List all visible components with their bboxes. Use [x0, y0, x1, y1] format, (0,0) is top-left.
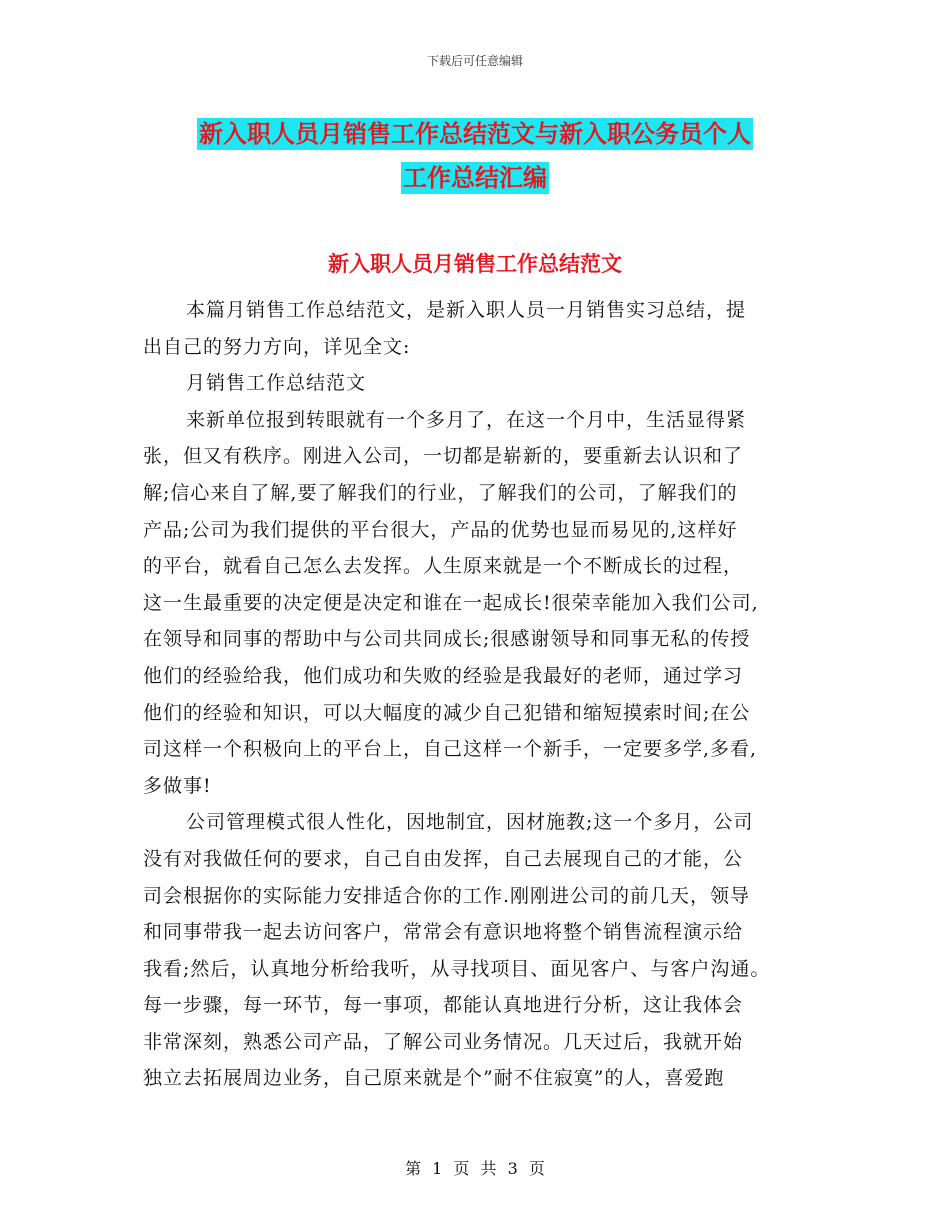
paragraph-line: 多做事!	[143, 774, 212, 797]
paragraph-line: 公司管理模式很人性化，因地制宜，因材施教;这一个多月，公司	[186, 811, 754, 834]
paragraph-line: 我看;然后，认真地分析给我听，从寻找项目、面见客户、与客户沟通。	[143, 957, 771, 980]
paragraph-line: 和同事带我一起去访问客户，常常会有意识地将整个销售流程演示给	[143, 921, 744, 944]
body-text	[143, 292, 815, 1097]
paragraph-line: 没有对我做任何的要求，自己自由发挥，自己去展现自己的才能，公	[143, 847, 744, 870]
paragraph-line: 解;信心来自了解,要了解我们的行业，了解我们的公司，了解我们的	[143, 481, 738, 504]
paragraph-line: 的平台，就看自己怎么去发挥。人生原来就是一个不断成长的过程，	[143, 555, 744, 578]
section-title: 新入职人员月销售工作总结范文	[328, 252, 622, 276]
paragraph-line: 非常深刻，熟悉公司产品，了解公司业务情况。几天过后，我就开始	[143, 1030, 744, 1053]
page-footer: 第 1 页 共 3 页	[405, 1159, 545, 1178]
paragraph-line: 在领导和同事的帮助中与公司共同成长;很感谢领导和同事无私的传授	[143, 628, 751, 651]
header-note: 下载后可任意编辑	[426, 54, 523, 68]
paragraph-line: 他们的经验和知识，可以大幅度的减少自己犯错和缩短摸索时间;在公	[143, 701, 751, 724]
paragraph-line: 月销售工作总结范文	[186, 372, 367, 395]
paragraph-line: 这一生最重要的决定便是决定和谁在一起成长!很荣幸能加入我们公司,	[143, 591, 759, 614]
paragraph-line: 他们的经验给我，他们成功和失败的经验是我最好的老师，通过学习	[143, 664, 744, 687]
paragraph-line: 司这样一个积极向上的平台上，自己这样一个新手，一定要多学,多看,	[143, 738, 758, 761]
paragraph-line: 每一步骤，每一环节，每一事项，都能认真地进行分析，这让我体会	[143, 994, 744, 1017]
paragraph-line: 本篇月销售工作总结范文，是新入职人员一月销售实习总结，提	[186, 299, 747, 321]
paragraph-line: 产品;公司为我们提供的平台很大，产品的优势也显而易见的,这样好	[143, 518, 738, 541]
title-line-1: 新入职人员月销售工作总结范文与新入职公务员个人	[199, 120, 751, 148]
document-title	[0, 112, 950, 200]
title-line-2: 工作总结汇编	[403, 164, 547, 192]
paragraph-line: 出自己的努力方向，详见全文:	[143, 335, 411, 358]
paragraph-line: 司会根据你的实际能力安排适合你的工作.刚刚进公司的前几天，领导	[143, 884, 751, 907]
paragraph-line: 来新单位报到转眼就有一个多月了，在这一个月中，生活显得紧	[186, 408, 747, 431]
paragraph-line: 独立去拓展周边业务，自己原来就是个”耐不住寂寞”的人，喜爱跑	[143, 1067, 725, 1090]
paragraph-line: 张，但又有秩序。刚进入公司，一切都是崭新的，要重新去认识和了	[143, 445, 744, 468]
